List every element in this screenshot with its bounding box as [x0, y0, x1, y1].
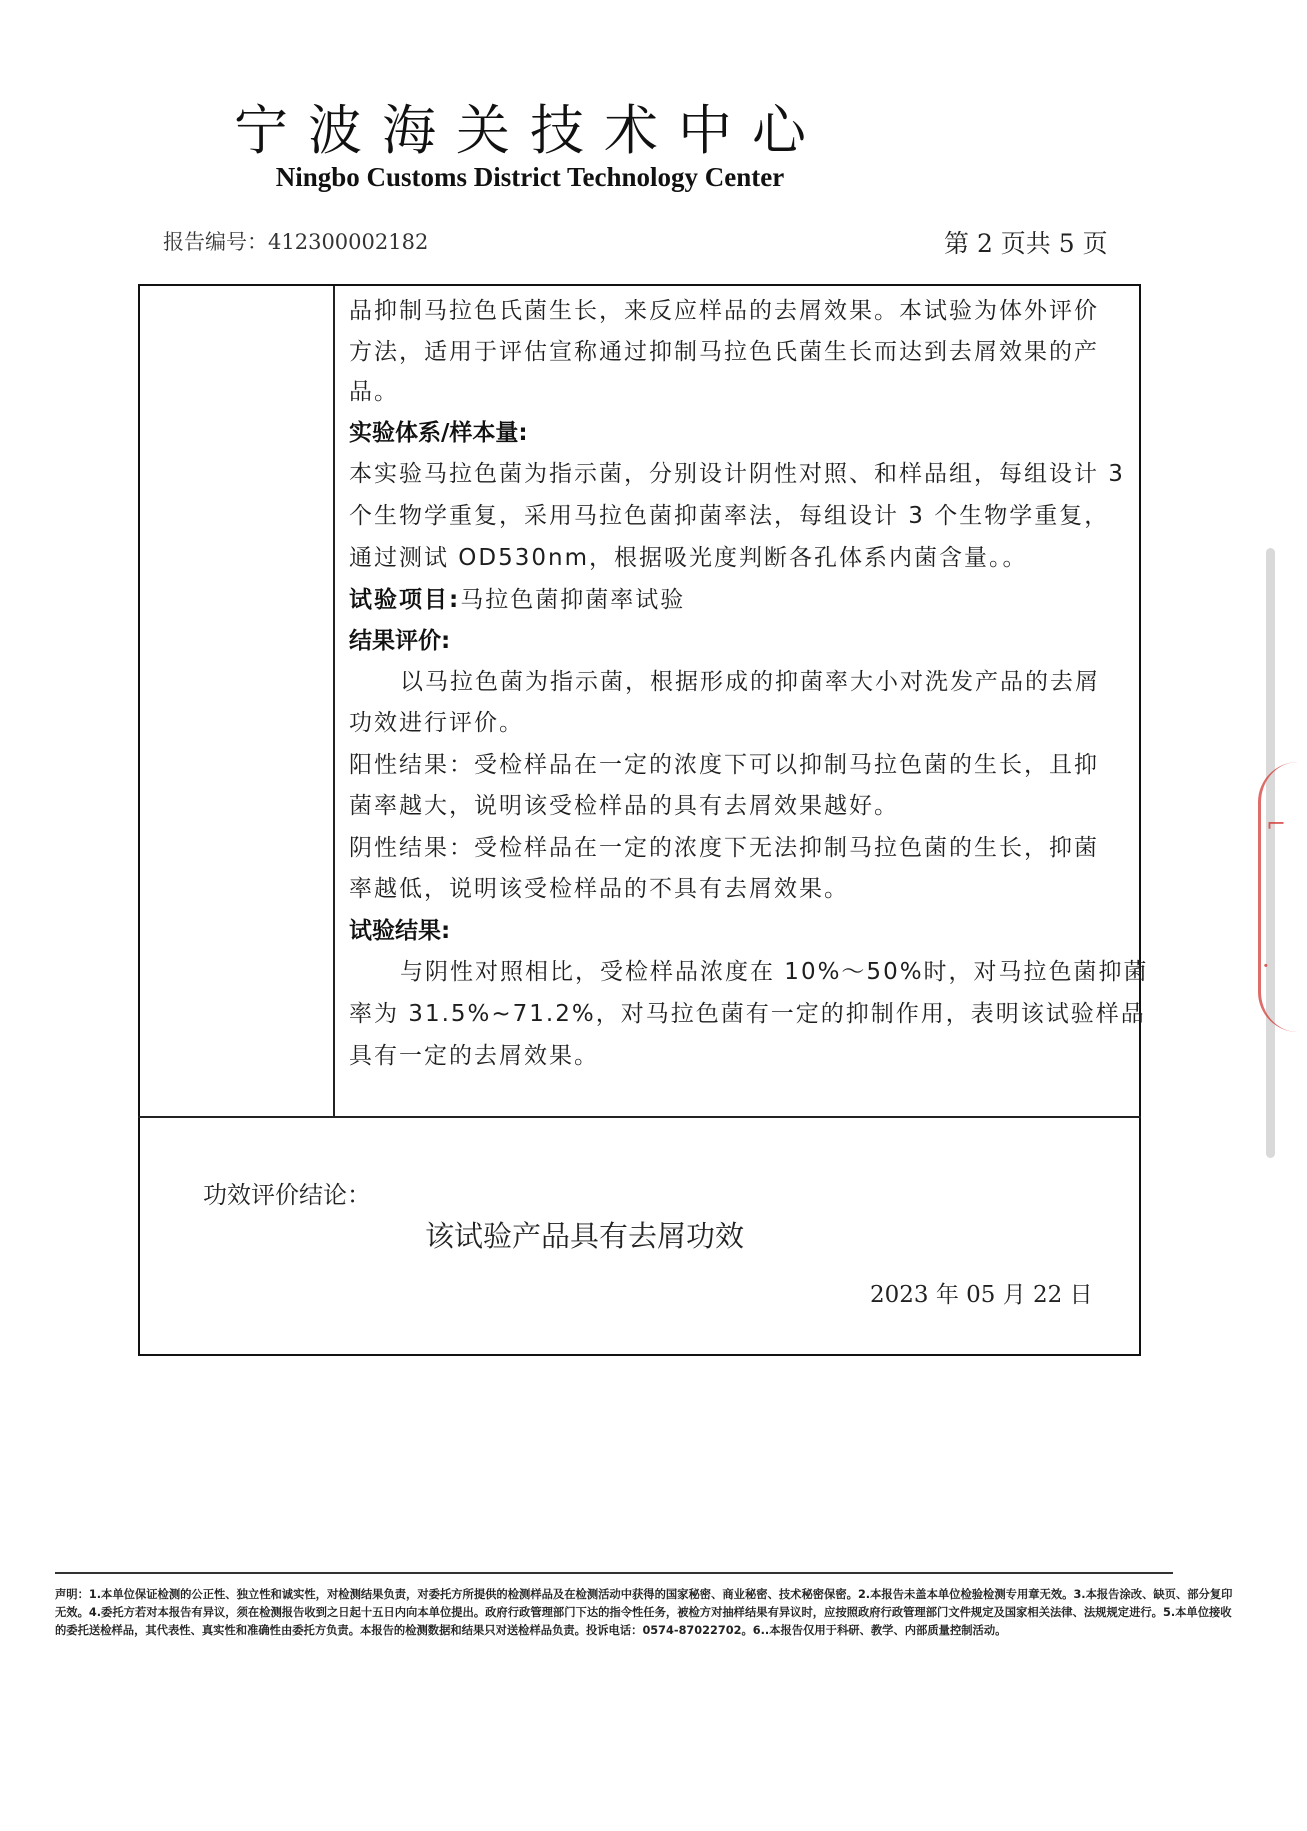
positive-result-line: 菌率越大，说明该受检样品的具有去屑效果越好。 [349, 793, 899, 819]
negative-result-line: 率越低，说明该受检样品的不具有去屑效果。 [349, 876, 849, 902]
test-item-value: 马拉色菌抑菌率试验 [460, 587, 686, 613]
official-seal-stamp [1258, 762, 1307, 1032]
result-line: 与阴性对照相比，受检样品浓度在 10%～50%时，对马拉色菌抑菌 [400, 959, 1149, 985]
evaluation-line: 功效进行评价。 [349, 710, 524, 736]
result-heading: 试验结果: [349, 918, 451, 944]
negative-result-line: 阴性结果：受检样品在一定的浓度下无法抑制马拉色菌的生长，抑菌 [349, 835, 1099, 861]
system-heading: 实验体系/样本量: [349, 420, 528, 446]
report-number-label: 报告编号： [163, 230, 268, 254]
seal-fragment-icon: ⌐ [1266, 810, 1287, 838]
report-number [163, 226, 428, 256]
header-title-english: Ningbo Customs District Technology Center [275, 162, 785, 192]
test-item-label: 试验项目: [349, 587, 461, 613]
system-line: 本实验马拉色菌为指示菌，分别设计阴性对照、和样品组，每组设计 3 [349, 461, 1125, 487]
footer-divider [55, 1572, 1173, 1574]
intro-line: 品抑制马拉色氏菌生长，来反应样品的去屑效果。本试验为体外评价 [349, 298, 1099, 324]
result-line: 率为 31.5%~71.2%，对马拉色菌有一定的抑制作用，表明该试验样品 [349, 1001, 1146, 1027]
system-line: 通过测试 OD530nm，根据吸光度判断各孔体系内菌含量。。 [349, 545, 1028, 571]
page-indicator: 第 2 页共 5 页 [944, 229, 1108, 258]
conclusion-text: 该试验产品具有去屑功效 [425, 1219, 745, 1253]
result-line: 具有一定的去屑效果。 [349, 1043, 599, 1069]
report-number-value: 412300002182 [268, 230, 429, 254]
table-column-divider [333, 286, 335, 1118]
evaluation-line: 以马拉色菌为指示菌，根据形成的抑菌率大小对洗发产品的去屑 [400, 669, 1100, 695]
intro-line: 品。 [349, 379, 399, 405]
evaluation-heading: 结果评价: [349, 628, 451, 654]
system-line: 个生物学重复，采用马拉色菌抑菌率法，每组设计 3 个生物学重复， [349, 503, 1110, 529]
report-date: 2023 年 05 月 22 日 [870, 1282, 1093, 1308]
header-title-chinese: 宁波海关技术中心 [234, 99, 826, 162]
seal-fragment-icon: · [1262, 952, 1270, 980]
test-item [349, 585, 1129, 615]
footer-disclaimer: 声明：1.本单位保证检测的公正性、独立性和诚实性，对检测结果负责，对委托方所提供的检测样品及在检测活动中获得的国家秘密、商业秘密、技术秘密保密。2.本报告未盖本单位检验检测专用章无效。3.本报告涂改、缺页、部分复印无效。4.委托方若对本报告有异议，须在检测报告收到之日起十五日内向本单位提出。政府行政管理部门下达的指令性任务，被检方对抽样结果有异议时，应按照政府行政管理部门文件规定及国家相关法律、法规规定进行。5.本单位接收的委托送检样品，其代表性、真实性和准确性由委托方负责。本报告的检测数据和结果只对送检样品负责。投诉电话：0574-87022702。6..本报告仅用于科研、教学、内部质量控制活动。 [55, 1588, 1233, 1637]
conclusion-label: 功效评价结论： [203, 1181, 371, 1209]
intro-line: 方法，适用于评估宣称通过抑制马拉色氏菌生长而达到去屑效果的产 [349, 339, 1099, 365]
positive-result-line: 阳性结果：受检样品在一定的浓度下可以抑制马拉色菌的生长，且抑 [349, 752, 1099, 778]
table-row-divider [138, 1116, 1141, 1118]
